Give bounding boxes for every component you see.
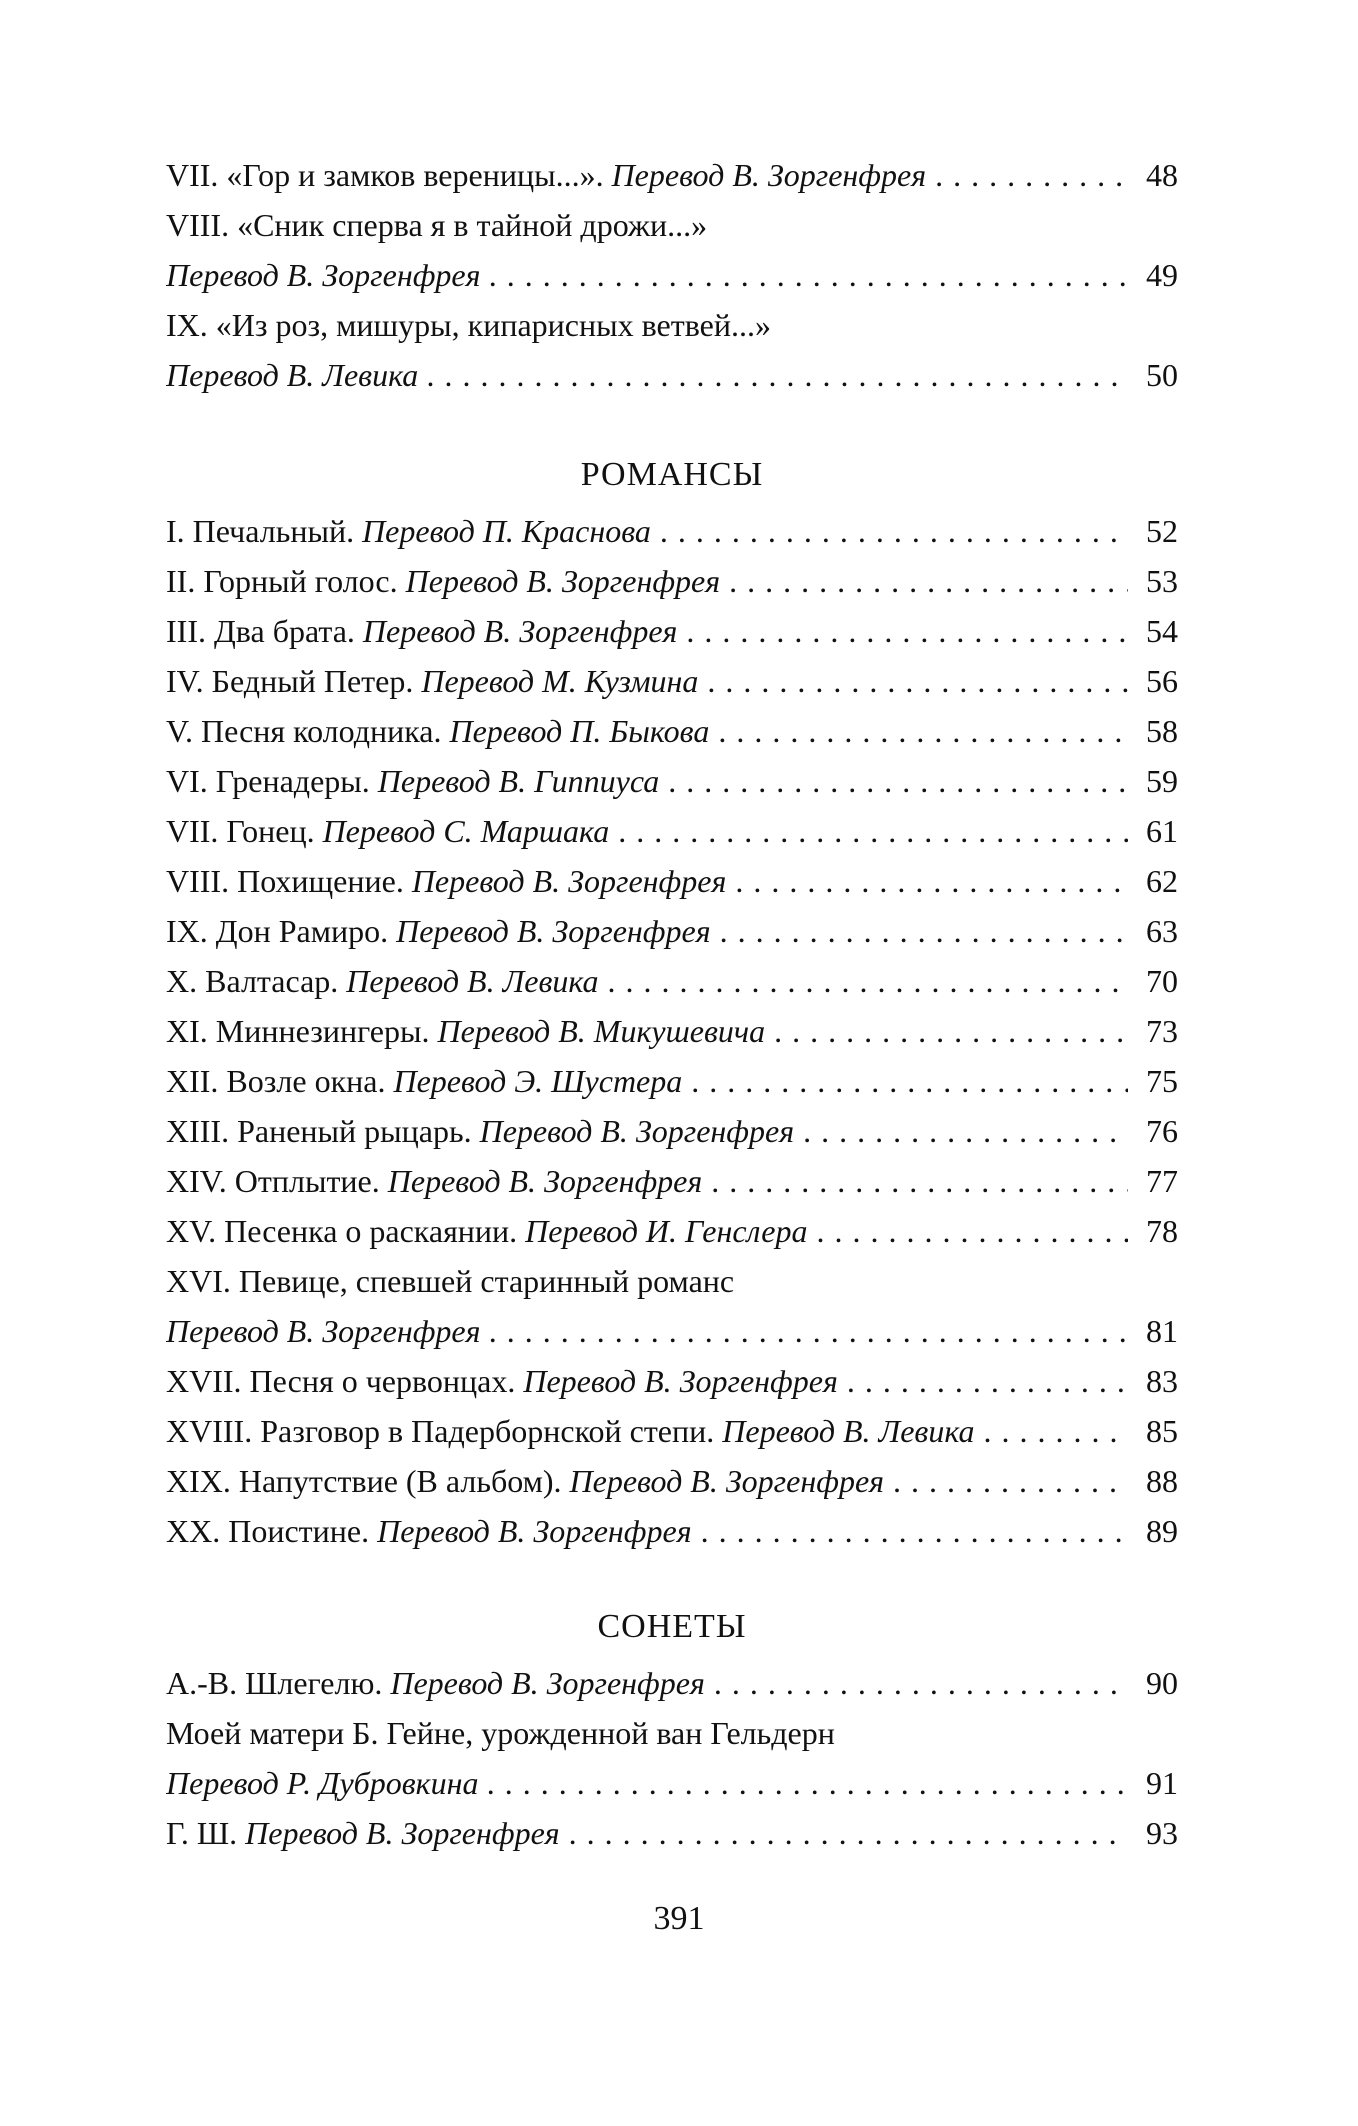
entry-lead (166, 1658, 1128, 1708)
entry-page: 58 (1146, 713, 1178, 749)
entry-page: 81 (1146, 1313, 1178, 1349)
entry-translator: Перевод М. Кузмина (421, 663, 699, 699)
entry-translator: Перевод В. Левика (346, 963, 599, 999)
entry-label: IX. «Из роз, мишуры, кипарисных ветвей...» (166, 307, 771, 343)
toc-entry (166, 606, 1178, 656)
toc-entry (166, 150, 1178, 200)
toc-entry (166, 1156, 1178, 1206)
entry-translator: Перевод В. Зоргенфрея (405, 563, 721, 599)
toc-entry (166, 300, 1178, 400)
entry-lead (166, 656, 1128, 706)
entry-translator: Перевод Р. Дубровкина . . . (166, 1758, 1128, 1808)
entry-translator: Перевод В. Зоргенфрея (390, 1665, 705, 1701)
entry-translator: Перевод П. Краснова (362, 513, 651, 549)
page-number: 391 (653, 1900, 705, 1937)
toc-entry (166, 956, 1178, 1006)
entry-label: X. Валтасар. (166, 963, 339, 999)
entry-lead (166, 1206, 1128, 1256)
entry-label: XI. Миннезингеры. (166, 1013, 430, 1049)
entry-label: XIII. Раненый рыцарь. (166, 1113, 472, 1149)
entry-lead (166, 756, 1128, 806)
entry-label: VI. Гренадеры. (166, 763, 370, 799)
table-of-contents (166, 150, 1178, 1858)
entry-label: IX. Дон Рамиро. (166, 913, 389, 949)
toc-entry (166, 200, 1178, 300)
entry-label: А.-В. Шлегелю. (166, 1665, 383, 1701)
entry-translator: Перевод В. Зоргенфрея (245, 1815, 560, 1851)
toc-entry (166, 556, 1178, 606)
entry-page: 77 (1146, 1163, 1178, 1199)
entry-translator: Перевод В. Зоргенфрея . . . (166, 250, 1128, 300)
toc-entry (166, 1406, 1178, 1456)
entry-translator: Перевод В. Зоргенфрея (387, 1163, 703, 1199)
entry-lead (166, 706, 1128, 756)
entry-label: VII. Гонец. (166, 813, 315, 849)
romances-list (166, 506, 1178, 1556)
toc-entry (166, 1006, 1178, 1056)
entry-page: 85 (1146, 1413, 1178, 1449)
entry-translator: Перевод В. Микушевича (437, 1013, 766, 1049)
entry-translator: Перевод В. Зоргенфрея (611, 157, 927, 193)
entry-lead (166, 1356, 1128, 1406)
entry-lead (166, 506, 1128, 556)
entry-lead (166, 1506, 1128, 1556)
toc-entry (166, 806, 1178, 856)
entry-translator: Перевод В. Левика (722, 1413, 975, 1449)
entry-label: VIII. Похищение. (166, 863, 404, 899)
toc-entry (166, 756, 1178, 806)
entry-label: IV. Бедный Петер. (166, 663, 414, 699)
entry-label: VIII. «Сник сперва я в тайной дрожи...» (166, 207, 708, 243)
entry-translator: Перевод В. Зоргенфрея (362, 613, 678, 649)
entry-page: 75 (1146, 1063, 1178, 1099)
entry-page: 56 (1146, 663, 1178, 699)
entry-lead (166, 956, 1128, 1006)
entry-label: XV. Песенка о раскаянии. (166, 1213, 518, 1249)
entry-translator: Перевод В. Зоргенфрея (479, 1113, 795, 1149)
toc-entry (166, 1658, 1178, 1708)
entry-label: XIV. Отплытие. (166, 1163, 380, 1199)
entry-translator: Перевод В. Левика . . . (166, 350, 1128, 400)
entry-page: 52 (1146, 513, 1178, 549)
toc-entry (166, 1456, 1178, 1506)
entry-page: 62 (1146, 863, 1178, 899)
entry-translator: Перевод В. Гиппиуса (377, 763, 660, 799)
entry-label: Г. Ш. (166, 1815, 238, 1851)
toc-entry (166, 1808, 1178, 1858)
entry-label: VII. «Гор и замков вереницы...». (166, 157, 604, 193)
section-heading-sonnets: СОНЕТЫ (597, 1608, 747, 1645)
entry-label: III. Два брата. (166, 613, 355, 649)
entry-lead (166, 606, 1128, 656)
entry-page: 49 (1146, 257, 1178, 293)
entry-translator: Перевод В. Зоргенфрея (569, 1463, 885, 1499)
entry-label: XII. Возле окна. (166, 1063, 386, 1099)
toc-entry (166, 1506, 1178, 1556)
entry-label: XIX. Напутствие (В альбом). (166, 1463, 562, 1499)
entry-translator: Перевод В. Зоргенфрея (396, 913, 711, 949)
toc-entry (166, 506, 1178, 556)
toc-entry (166, 856, 1178, 906)
entry-page: 83 (1146, 1363, 1178, 1399)
entry-lead (166, 1456, 1128, 1506)
entry-lead (166, 806, 1128, 856)
entry-lead (166, 856, 1128, 906)
entry-translator: Перевод В. Зоргенфрея (523, 1363, 838, 1399)
entry-page: 63 (1146, 913, 1178, 949)
entry-page: 73 (1146, 1013, 1178, 1049)
toc-entry (166, 1106, 1178, 1156)
entry-label: I. Печальный. (166, 513, 355, 549)
toc-entry (166, 1256, 1178, 1356)
entry-lead (166, 1056, 1128, 1106)
entry-translator: Перевод С. Маршака (322, 813, 610, 849)
entry-label: XVI. Певице, спевшей старинный романс (166, 1263, 735, 1299)
entry-lead (166, 1156, 1128, 1206)
entry-lead (166, 150, 1128, 200)
entry-label: XX. Поистине. (166, 1513, 370, 1549)
entry-page: 88 (1146, 1463, 1178, 1499)
entry-page: 89 (1146, 1513, 1178, 1549)
toc-entry (166, 706, 1178, 756)
entry-lead (166, 1808, 1128, 1858)
entry-page: 78 (1146, 1213, 1178, 1249)
entry-page: 90 (1146, 1665, 1178, 1701)
entry-label: V. Песня колодника. (166, 713, 442, 749)
entry-page: 93 (1146, 1815, 1178, 1851)
sonnets-list (166, 1658, 1178, 1858)
toc-entry (166, 1708, 1178, 1808)
entry-label: XVII. Песня о червонцах. (166, 1363, 516, 1399)
entry-page: 50 (1146, 357, 1178, 393)
entry-lead (166, 1006, 1128, 1056)
entry-lead (166, 556, 1128, 606)
entry-label: Моей матери Б. Гейне, урожденной ван Гельдерн (166, 1715, 835, 1751)
toc-entry (166, 906, 1178, 956)
section-heading-romances: РОМАНСЫ (580, 456, 764, 493)
entry-lead (166, 1106, 1128, 1156)
entry-page: 70 (1146, 963, 1178, 999)
entry-translator: Перевод П. Быкова (449, 713, 710, 749)
entry-page: 91 (1146, 1765, 1178, 1801)
entry-page: 61 (1146, 813, 1178, 849)
toc-entry (166, 656, 1178, 706)
entry-page: 53 (1146, 563, 1178, 599)
entry-translator: Перевод Э. Шустера (393, 1063, 683, 1099)
toc-entry (166, 1356, 1178, 1406)
entry-translator: Перевод И. Генслера (525, 1213, 808, 1249)
entry-page: 76 (1146, 1113, 1178, 1149)
entry-page: 48 (1146, 157, 1178, 193)
toc-entry (166, 1206, 1178, 1256)
toc-entry (166, 1056, 1178, 1106)
entry-lead (166, 1406, 1128, 1456)
entry-page: 59 (1146, 763, 1178, 799)
entry-label: II. Горный голос. (166, 563, 398, 599)
entry-translator: Перевод В. Зоргенфрея (411, 863, 727, 899)
entry-page: 54 (1146, 613, 1178, 649)
entry-lead (166, 906, 1128, 956)
entry-label: XVIII. Разговор в Падерборнской степи. (166, 1413, 715, 1449)
entry-translator: Перевод В. Зоргенфрея (377, 1513, 692, 1549)
entry-translator: Перевод В. Зоргенфрея . . . (166, 1306, 1128, 1356)
